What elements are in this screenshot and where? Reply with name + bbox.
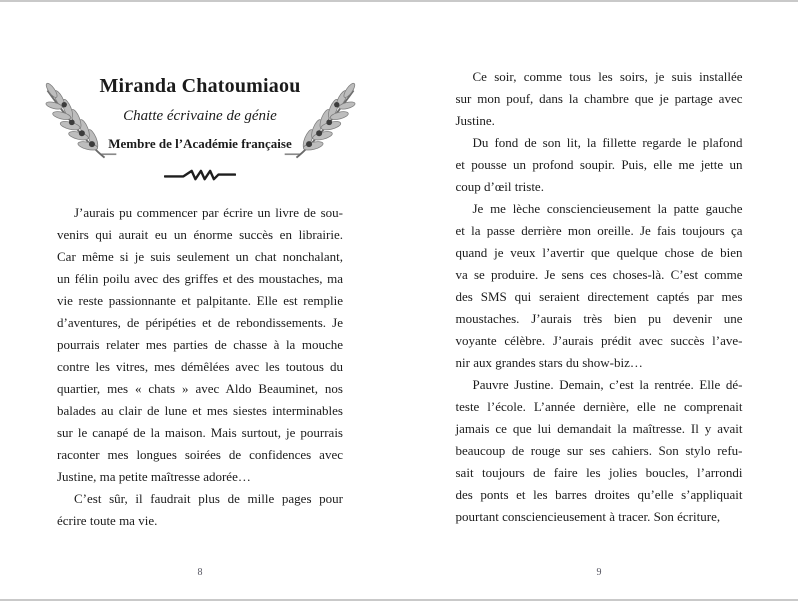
body-line: des ponts et les barres droites qu’elle s’appliquait	[455, 487, 743, 502]
author-header	[40, 0, 360, 184]
body-line: nir aux grandes stars du show-biz…	[455, 355, 643, 370]
body-line: contre les vitres, mes démêlées avec les toutous du	[57, 359, 343, 374]
body-line: quartier, mes « chats » avec Aldo Beauminet, nos	[57, 381, 343, 396]
rope-flourish-icon	[40, 168, 360, 184]
author-subtitle: Chatte écrivaine de génie	[123, 108, 277, 124]
body-line: J’aurais pu commencer par écrire un livre de sou-	[74, 205, 343, 220]
left-page-text	[57, 202, 343, 532]
body-line: sait toujours de faire les jolies boucles, l’arrondi	[455, 465, 743, 480]
body-line: écrire toute ma vie.	[57, 513, 158, 528]
body-line: Justine.	[455, 113, 495, 128]
body-line: quand je veux l’avertir que quelque chose de bien	[455, 245, 743, 260]
author-name: Miranda Chatoumiaou	[99, 75, 301, 97]
body-line: sur le canapé de la maison. Mais surtout, je pourrais	[57, 425, 343, 440]
body-line: d’aventures, de péripéties et de rebondissements. Je	[57, 315, 343, 330]
page-number-right: 9	[596, 567, 602, 578]
body-line: Je me lèche consciencieusement la patte gauche	[472, 201, 743, 216]
body-line: balades au clair de lune et mes siestes interminables	[57, 403, 343, 418]
body-line: moustaches. J’aurais très bien pu devenir une	[455, 311, 743, 326]
body-line: Du fond de son lit, la fillette regarde le plafond	[472, 135, 743, 150]
body-line: jamais ce que lui demandait la maîtresse. Il y avait	[455, 421, 743, 436]
author-affiliation: Membre de l’Académie française	[108, 136, 292, 151]
body-line: coup d’œil triste.	[455, 179, 544, 194]
body-line: teste l’école. L’année dernière, elle ne comprenait	[455, 399, 743, 414]
olive-branch-icon	[283, 82, 367, 166]
body-line: va se produire. Je sens ces choses-là. C’est comme	[455, 267, 743, 282]
body-line: Justine, ma petite maîtresse adorée…	[57, 469, 251, 484]
page-number-left: 8	[197, 567, 203, 578]
body-line: voyante célèbre. J’aurais prédit avec succès l’ave-	[455, 333, 743, 348]
body-line: et pousse un profond soupir. Puis, elle me jette un	[455, 157, 743, 172]
body-line: raconter mes longues soirées de confidences avec	[57, 447, 343, 462]
body-line: C’est sûr, il faudrait plus de mille pages pour	[74, 491, 343, 506]
body-line: venirs qui aurait eu un énorme succès en librairie.	[57, 227, 343, 242]
body-line: des SMS qui seraient directement captés par mes	[455, 289, 743, 304]
right-page-text	[456, 66, 743, 528]
body-line: vie reste passionnante et palpitante. Elle est remplie	[57, 293, 343, 308]
body-line: Ce soir, comme tous les soirs, je suis installée	[472, 69, 743, 84]
left-page	[40, 0, 360, 601]
body-line: beaucoup de rouge sur ses cahiers. Son stylo refu-	[455, 443, 743, 458]
right-page	[439, 0, 759, 601]
body-line: pourrais relater mes parties de chasse à la mouche	[57, 337, 343, 352]
body-line: sur mon pouf, dans la chambre que je partage avec	[455, 91, 743, 106]
body-line: un félin poilu avec des griffes et des moustaches, ma	[57, 271, 343, 286]
body-line: pourtant consciencieusement à tracer. Son écriture,	[455, 509, 721, 524]
olive-branch-icon	[34, 82, 118, 166]
body-line: Pauvre Justine. Demain, c’est la rentrée. Elle dé-	[472, 377, 743, 392]
body-line: Car même si je suis seulement un chat nonchalant,	[57, 249, 343, 264]
body-line: et la passe derrière mon oreille. Je fais toujours ça	[455, 223, 743, 238]
